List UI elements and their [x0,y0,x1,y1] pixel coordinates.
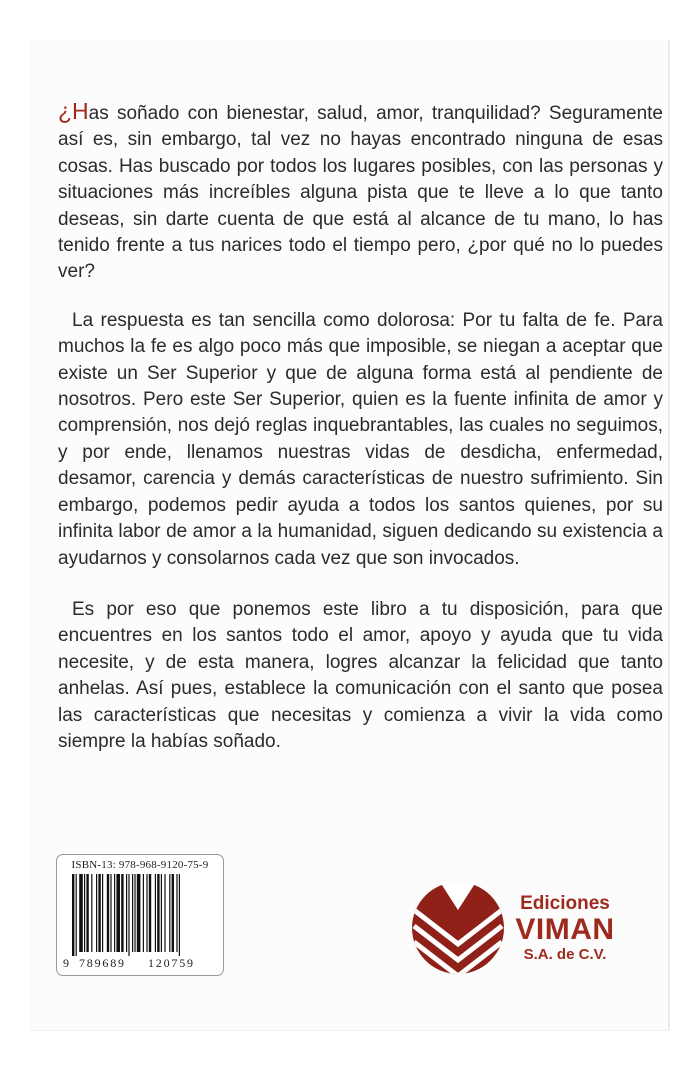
barcode-bar [172,874,174,952]
barcode-bar [116,874,120,952]
barcode-bar [107,874,109,952]
blurb-paragraph-3: Es por eso que ponemos este libro a tu disposición, para que encuentres en los santos todo el amor, apoyo y ayuda que tu vida necesite, y de esta manera, logres alcanzar la felicidad que tanto anhelas. Así pues, establece la comunicación con el santo que posea las características que necesitas y comienza a vivir la vida como siempre la habías soñado. [58,598,663,752]
blurb-paragraph-2: La respuesta es tan sencilla como dolorosa: Por tu falta de fe. Para muchos la fe es algo poco más que imposible, se niegan a aceptar que existe un Ser Superior y que de alguna forma está al pendiente de nosotros. Pero este Ser Superior, quien es la fuente infinita de amor y comprensión, nos dejó reglas inquebrantables, las cuales no seguimos, y por ende, llenamos nuestras vidas de desdicha, enfermedad, desamor, carencia y demás características de nuestro sufrimiento. Sin embargo, podemos pedir ayuda a todos los santos quienes, por su infinita labor de amor a la humanidad, siguen dedicando su existencia a ayudarnos y consolarnos cada vez que son invocados. [58,309,663,569]
barcode-bar [86,874,88,952]
barcode-bar [179,874,180,956]
barcode-bar [102,874,103,952]
barcode-bars [72,874,210,956]
barcode-bar [143,874,144,952]
blurb-paragraph-1 [58,98,663,286]
publisher-logo-text [510,893,620,965]
barcode-bar [169,874,170,952]
barcode-left-digits: 789689 [79,956,126,970]
barcode-right-digits: 120759 [148,956,195,970]
publisher-line-3: S.A. de C.V. [523,946,607,963]
paragraph-1-text: as soñado con bienestar, salud, amor, tranquilidad? Seguramente así es, sin embargo, tal vez no hayas encontrado ninguna de esas cosas. Has buscado por todos los lugares posibles, con las personas y situaciones más increíbles alguna pista que te lleve a lo que tanto deseas, sin darte cuenta de que está al alcance de tu mano, lo has tenido frente a tus narices todo el tiempo pero, ¿por qué no lo puedes ver? [58,103,663,283]
barcode-bar [96,874,97,952]
blurb-text [58,98,663,755]
barcode-bar [132,874,133,952]
barcode-bar [84,874,85,952]
barcode-bar [157,874,159,952]
barcode-bar [146,874,147,952]
barcode-bar [91,874,92,952]
barcode-bar [72,874,74,956]
barcode-bar [98,874,100,952]
viman-logo-icon [410,880,506,976]
barcode-bar [110,874,111,952]
barcode-bar [76,874,77,956]
drop-cap: ¿H [58,98,89,124]
barcode-bar [126,874,127,952]
barcode-bar [128,874,129,956]
barcode-bar [137,874,141,952]
cover-edge [668,40,670,1030]
barcode-bar [155,874,156,952]
barcode-bar [121,874,123,952]
barcode-bar [134,874,135,952]
barcode-bar [164,874,165,952]
barcode-lead-digit: 9 [63,956,69,970]
barcode-bar [79,874,83,952]
barcode-bar [114,874,115,952]
isbn-barcode [56,854,224,976]
publisher-name: VIMAN [515,913,615,946]
barcode-bar [161,874,162,952]
isbn-label: ISBN-13: 978-968-9120-75-9 [71,859,209,871]
barcode-bar [176,874,177,952]
publisher-line-1: Ediciones [520,893,610,914]
barcode-bar [149,874,151,952]
